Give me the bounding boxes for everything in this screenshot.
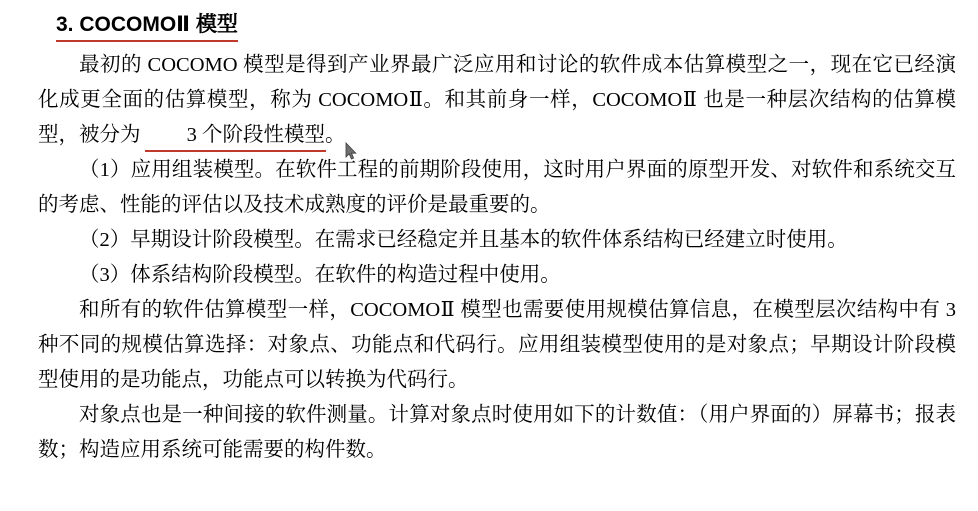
paragraph-6: 对象点也是一种间接的软件测量。计算对象点时使用如下的计数值：（用户界面的）屏幕书；报表数；构造应用系统可能需要的构件数。 [38,404,956,461]
paragraph-2: （1）应用组装模型。在软件工程的前期阶段使用，这时用户界面的原型开发、对软件和系统交互的考虑、性能的评估以及技术成熟度的评价是最重要的。 [38,159,956,216]
section-heading [56,8,238,38]
paragraph-4: （3）体系结构阶段模型。在软件的构造过程中使用。 [79,264,561,286]
heading-underline [56,40,238,42]
paragraph-1-text-a: 最初的 COCOMO 模型是得到产业界最广泛应用和讨论的软件成本估算模型之一，现在它已经演化成更全面的估算模型，称为 COCOMOⅡ。和其前身一样，COCOMOⅡ 也是一种层次结构的估算模型，被分为 [38,54,956,146]
paragraph-1 [38,48,956,153]
paragraph-3: （2）早期设计阶段模型。在需求已经稳定并且基本的软件体系结构已经建立时使用。 [79,229,848,251]
paragraph-1-text-b: 。 [325,124,346,146]
section-heading-text: 3. COCOMOⅡ 模型 [56,13,238,36]
paragraph-1-highlight: 3 个阶段性模型 [146,118,325,153]
paragraph-5: 和所有的软件估算模型一样，COCOMOⅡ 模型也需要使用规模估算信息，在模型层次结构中有 3 种不同的规模估算选择：对象点、功能点和代码行。应用组装模型使用的是对象点；早期设计阶段模型使用的是功能点，功能点可以转换为代码行。 [38,299,956,391]
